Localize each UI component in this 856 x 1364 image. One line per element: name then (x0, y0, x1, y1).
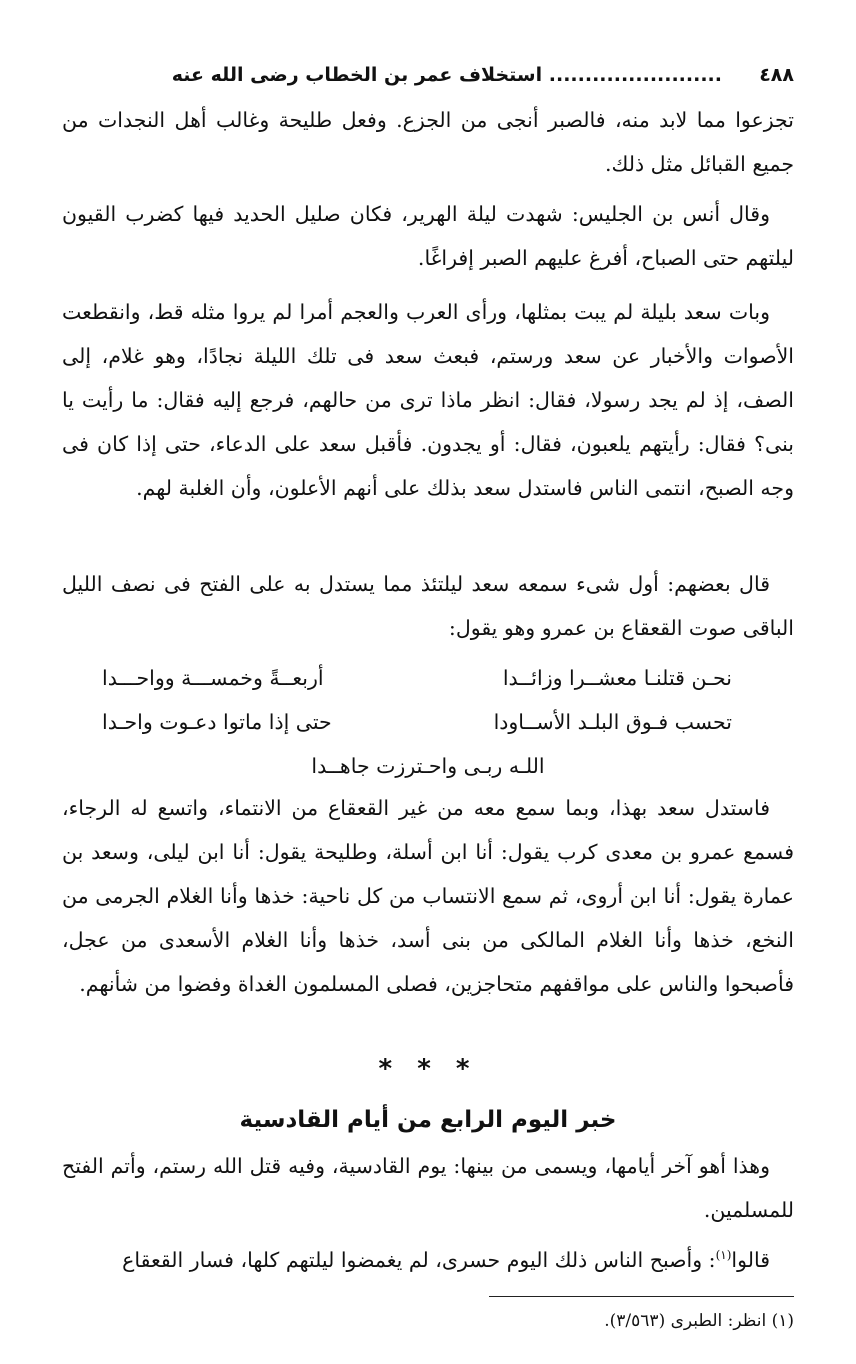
verse-2-right: تحسب فـوق البلـد الأســاودا (493, 710, 732, 734)
paragraph-last-day: وهذا أهو آخر أيامها، ويسمى من بينها: يوم القادسية، وفيه قتل الله رستم، وأتم الفتح للمسلمين. (62, 1154, 794, 1222)
verse-1 (62, 656, 794, 700)
verse-1-left: أربعــةً وخمســـة وواحـــدا (102, 666, 324, 690)
paragraph-qalu (62, 1238, 794, 1282)
section-separator: * * * (378, 1054, 478, 1084)
page-header (62, 58, 794, 92)
footnote-ref[interactable]: (١) (715, 1248, 732, 1263)
verse-3 (62, 744, 794, 788)
footnote-divider (489, 1296, 794, 1297)
section-heading: خبر اليوم الرابع من أيام القادسية (239, 1107, 617, 1133)
verse-1-right: نحـن قتلنـا معشــرا وزائــدا (502, 666, 732, 690)
qalu-text: : وأصبح الناس ذلك اليوم حسرى، لم يغمضوا ليلتهم كلها، فسار القعقاع (122, 1248, 716, 1272)
paragraph-intisab: فاستدل سعد بهذا، وبما سمع معه من غير القعقاع من الانتماء، واتسع له الرجاء، فسمع عمرو بن معدى كرب يقول: أنا ابن أسلة، وطليحة يقول: أنا ابن ليلى، وسعد بن عمارة يقول: أنا ابن أروى، ثم سمع الانتساب من كل ناحية: خذها وأنا الغلام الجرمى من النخع، خذها وأنا الغلام المالكى من بنى أسد، خذها وأنا الغلام الأسعدى من عجل، فأصبحوا والناس على مواقفهم متحاجزين، فصلى المسلمون الغداة وفضوا من شأنهم. (62, 796, 794, 996)
verse-2 (62, 700, 794, 744)
chapter-title: استخلاف عمر بن الخطاب رضى الله عنه (171, 64, 543, 86)
verse-3-center: اللـه ربـى واحـترزت جاهــدا (311, 754, 545, 778)
footnote: (١) انظر: الطبرى (٣/٥٦٣). (604, 1311, 794, 1331)
running-title (172, 58, 722, 92)
paragraph-anas: وقال أنس بن الجليس: شهدت ليلة الهرير، فكان صليل الحديد فيها كضرب القيون ليلتهم حتى الصباح، أفرغ عليهم الصبر إفراغًا. (62, 202, 794, 270)
leader-dots: ........................ (548, 64, 722, 86)
poem (62, 656, 794, 788)
paragraph-continuation: تجزعوا مما لابد منه، فالصبر أنجى من الجزع. وفعل طليحة وغالب أهل النجدات من جميع القبائل مثل ذلك. (62, 108, 794, 176)
paragraph-qaqaa-voice: قال بعضهم: أول شىء سمعه سعد ليلتئذ مما يستدل به على الفتح فى نصف الليل الباقى صوت القعقاع بن عمرو وهو يقول: (62, 572, 794, 640)
page-number: ٤٨٨ (759, 64, 794, 86)
qalu-word: قالوا (731, 1248, 770, 1272)
paragraph-saad-night: وبات سعد بليلة لم يبت بمثلها، ورأى العرب والعجم أمرا لم يروا مثله قط، وانقطعت الأصوات والأخبار عن سعد ورستم، فبعث سعد فى تلك الليلة نجادًا، وهو غلام، إلى الصف، إذ لم يجد رسولا، فقال: انظر ماذا ترى من حالهم، فرجع إليه فقال: ما رأيت يا بنى؟ فقال: رأيتهم يلعبون، فقال: أو يجدون. فأقبل سعد على الدعاء، حتى إذا كان فى وجه الصبح، انتمى الناس فاستدل سعد بذلك على أنهم الأعلون، وأن الغلبة لهم. (62, 300, 794, 500)
verse-2-left: حتى إذا ماتوا دعـوت واحـدا (102, 710, 332, 734)
